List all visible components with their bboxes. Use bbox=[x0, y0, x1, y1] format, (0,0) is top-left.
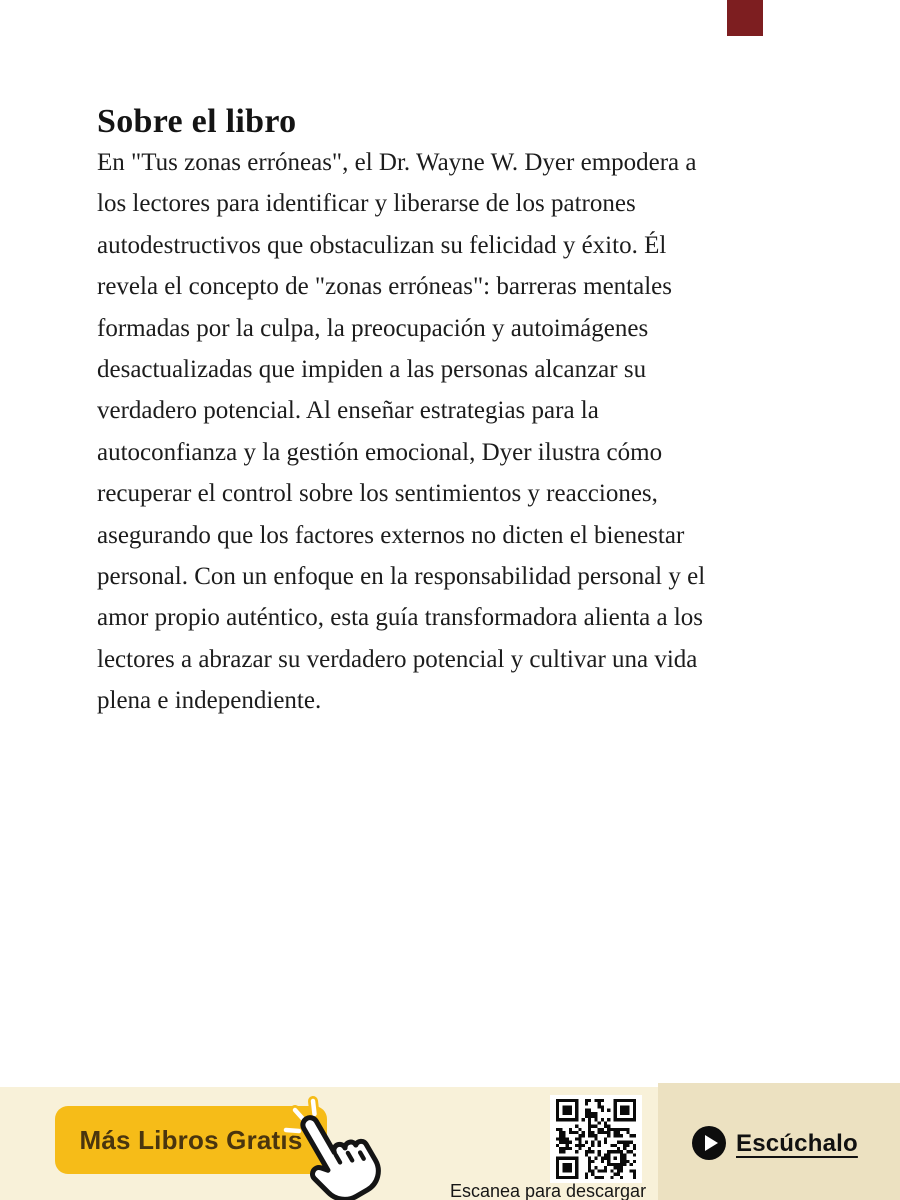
paragraph-line: verdadero potencial. Al enseñar estrategias para la bbox=[97, 397, 599, 425]
qr-code bbox=[550, 1095, 642, 1183]
paragraph-line: En "Tus zonas erróneas", el Dr. Wayne W. Dyer empodera a bbox=[97, 149, 697, 176]
paragraph-line: asegurando que los factores externos no dicten el bienestar bbox=[97, 521, 685, 549]
more-free-books-label: Más Libros Gratis bbox=[79, 1124, 303, 1155]
play-icon bbox=[692, 1126, 726, 1160]
paragraph-line: recuperar el control sobre los sentimientos y reacciones, bbox=[97, 480, 658, 508]
listen-link[interactable]: Escúchalo bbox=[736, 1130, 858, 1157]
paragraph-line: plena e independiente. bbox=[97, 687, 322, 715]
bookmark-ribbon bbox=[727, 0, 763, 36]
click-hand-icon bbox=[250, 1085, 400, 1200]
play-button[interactable] bbox=[692, 1126, 726, 1160]
paragraph-line: autodestructivos que obstaculizan su felicidad y éxito. Él bbox=[97, 231, 667, 259]
paragraph-line: autoconfianza y la gestión emocional, Dyer ilustra cómo bbox=[97, 438, 663, 466]
paragraph-line: formadas por la culpa, la preocupación y autoimágenes bbox=[97, 314, 649, 342]
qr-code-pattern bbox=[554, 1099, 638, 1179]
paragraph-line: lectores a abrazar su verdadero potencial y cultivar una vida bbox=[97, 645, 698, 673]
paragraph-line: personal. Con un enfoque en la responsabilidad personal y el bbox=[97, 563, 706, 591]
qr-caption: Escanea para descargar bbox=[449, 1181, 647, 1200]
about-paragraph bbox=[97, 142, 817, 722]
page-title: Sobre el libro bbox=[97, 102, 297, 140]
paragraph-line: desactualizadas que impiden a las personas alcanzar su bbox=[97, 356, 647, 384]
paragraph-line: amor propio auténtico, esta guía transformadora alienta a los bbox=[97, 604, 704, 632]
paragraph-line: revela el concepto de "zonas erróneas": barreras mentales bbox=[97, 273, 672, 301]
paragraph-line: los lectores para identificar y liberarse de los patrones bbox=[97, 190, 636, 218]
